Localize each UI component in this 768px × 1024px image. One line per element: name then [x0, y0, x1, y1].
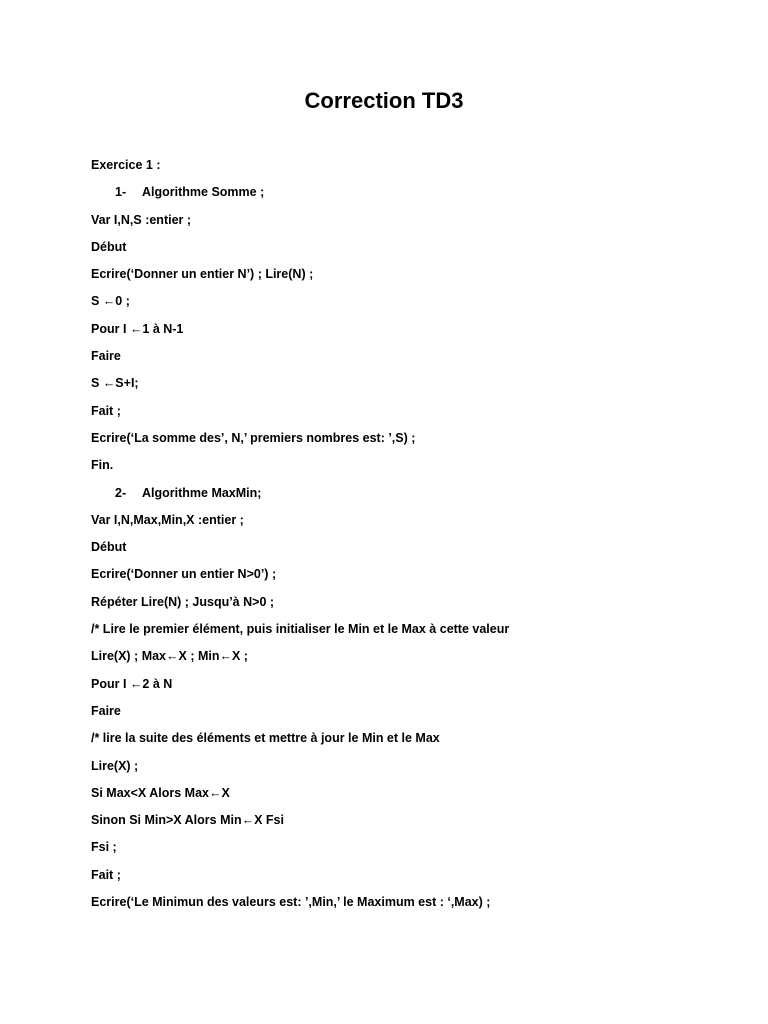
code-line: Si Max<X Alors Max←X — [91, 785, 230, 800]
code-line: S ←S+I; — [91, 376, 139, 391]
code-line: Var I,N,S :entier ; — [91, 212, 192, 227]
code-line: Fait ; — [91, 867, 121, 882]
code-line: S ←0 ; — [91, 294, 130, 309]
code-line: Fsi ; — [91, 840, 117, 855]
list-number: 2- — [115, 485, 127, 500]
page-title: Correction TD3 — [304, 88, 464, 113]
code-line: Ecrire(‘La somme des’, N,’ premiers nombres est: ’,S) ; — [91, 430, 416, 445]
code-line: Pour I ←2 à N — [91, 676, 173, 691]
code-line: Début — [91, 540, 127, 555]
code-line: Ecrire(‘Donner un entier N>0’) ; — [91, 567, 277, 582]
code-comment: /* Lire le premier élément, puis initialiser le Min et le Max à cette valeur — [91, 622, 510, 637]
code-line: Début — [91, 239, 127, 254]
list-number: 1- — [115, 185, 127, 200]
code-line: Lire(X) ; Max←X ; Min←X ; — [91, 649, 248, 664]
code-line: Var I,N,Max,Min,X :entier ; — [91, 512, 244, 527]
code-line: Fin. — [91, 458, 114, 473]
code-line: Faire — [91, 349, 121, 364]
algorithm-header-somme — [91, 179, 711, 206]
code-line: Pour I ←1 à N-1 — [91, 321, 184, 336]
code-line: Ecrire(‘Le Minimun des valeurs est: ’,Min,’ le Maximum est : ‘,Max) ; — [91, 895, 491, 910]
document-body — [91, 152, 711, 916]
code-line: Fait ; — [91, 403, 121, 418]
algorithm-title: Algorithme Somme ; — [142, 185, 265, 200]
algorithm-header-maxmin — [91, 480, 711, 507]
code-line: Sinon Si Min>X Alors Min←X Fsi — [91, 813, 284, 828]
code-line: Faire — [91, 703, 121, 718]
code-comment: /* lire la suite des éléments et mettre à jour le Min et le Max — [91, 731, 440, 746]
code-line: Répéter Lire(N) ; Jusqu’à N>0 ; — [91, 594, 275, 609]
algorithm-title: Algorithme MaxMin; — [142, 485, 262, 500]
code-line: Ecrire(‘Donner un entier N’) ; Lire(N) ; — [91, 267, 314, 282]
exercise-heading: Exercice 1 : — [91, 158, 161, 172]
code-line: Lire(X) ; — [91, 758, 139, 773]
